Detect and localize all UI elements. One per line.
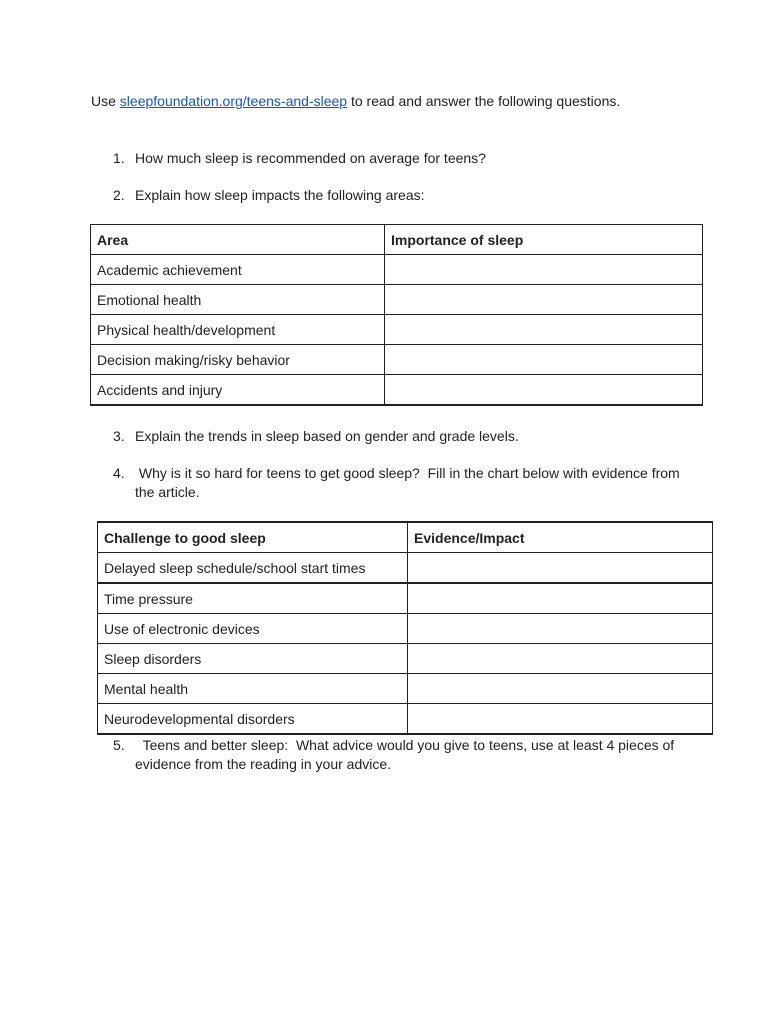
- question-number: 4.: [113, 465, 125, 481]
- row-label: Use of electronic devices: [98, 614, 408, 644]
- answer-cell[interactable]: [408, 674, 713, 704]
- table-row: [91, 345, 703, 375]
- table-row: [91, 285, 703, 315]
- question-2: [113, 186, 713, 206]
- answer-cell[interactable]: [385, 255, 703, 285]
- row-label: Accidents and injury: [91, 375, 385, 406]
- header-importance: Importance of sleep: [385, 225, 703, 255]
- row-label: Mental health: [98, 674, 408, 704]
- intro-prefix: Use: [91, 93, 120, 109]
- row-label: Sleep disorders: [98, 644, 408, 674]
- row-label: Time pressure: [98, 583, 408, 614]
- table-row: [98, 704, 713, 735]
- question-number: 2.: [113, 187, 125, 203]
- header-challenge: Challenge to good sleep: [98, 522, 408, 553]
- row-label: Delayed sleep schedule/school start times: [98, 553, 408, 584]
- question-text-line2: the article.: [135, 484, 200, 500]
- row-label: Decision making/risky behavior: [91, 345, 385, 375]
- row-label: Physical health/development: [91, 315, 385, 345]
- question-text-line1: Why is it so hard for teens to get good sleep? Fill in the chart below with evidence from: [135, 465, 680, 481]
- table-row: [98, 644, 713, 674]
- table-row: [91, 315, 703, 345]
- sleep-impact-table: [90, 224, 703, 406]
- question-number: 5.: [113, 737, 125, 753]
- table-header-row: [98, 522, 713, 553]
- question-text-line1: Teens and better sleep: What advice would you give to teens, use at least 4 pieces of: [139, 737, 675, 753]
- table-row: [98, 614, 713, 644]
- answer-cell[interactable]: [385, 345, 703, 375]
- answer-cell[interactable]: [408, 583, 713, 614]
- row-label: Emotional health: [91, 285, 385, 315]
- question-1: [113, 149, 713, 169]
- answer-cell[interactable]: [408, 553, 713, 584]
- row-label: Neurodevelopmental disorders: [98, 704, 408, 735]
- question-5: [113, 736, 713, 776]
- table-row: [98, 553, 713, 584]
- header-area: Area: [91, 225, 385, 255]
- answer-cell[interactable]: [385, 375, 703, 406]
- answer-cell[interactable]: [408, 644, 713, 674]
- question-number: 1.: [113, 150, 125, 166]
- answer-cell[interactable]: [408, 704, 713, 735]
- question-text-line2: evidence from the reading in your advice.: [135, 756, 392, 772]
- intro-suffix: to read and answer the following questions.: [347, 93, 621, 109]
- intro-text: [91, 92, 620, 110]
- sleep-challenge-table: [97, 521, 713, 735]
- sleepfoundation-link[interactable]: sleepfoundation.org/teens-and-sleep: [119, 93, 348, 109]
- question-text: How much sleep is recommended on average for teens?: [135, 150, 486, 166]
- table-row: [91, 375, 703, 406]
- question-3: [113, 427, 713, 447]
- question-number: 3.: [113, 428, 125, 444]
- table-header-row: [91, 225, 703, 255]
- table-row: [91, 255, 703, 285]
- header-evidence: Evidence/Impact: [408, 522, 713, 553]
- question-text: Explain the trends in sleep based on gender and grade levels.: [135, 428, 519, 444]
- answer-cell[interactable]: [385, 285, 703, 315]
- table-row: [98, 583, 713, 614]
- answer-cell[interactable]: [408, 614, 713, 644]
- question-text: Explain how sleep impacts the following areas:: [135, 187, 425, 203]
- question-4: [113, 464, 713, 504]
- answer-cell[interactable]: [385, 315, 703, 345]
- row-label: Academic achievement: [91, 255, 385, 285]
- table-row: [98, 674, 713, 704]
